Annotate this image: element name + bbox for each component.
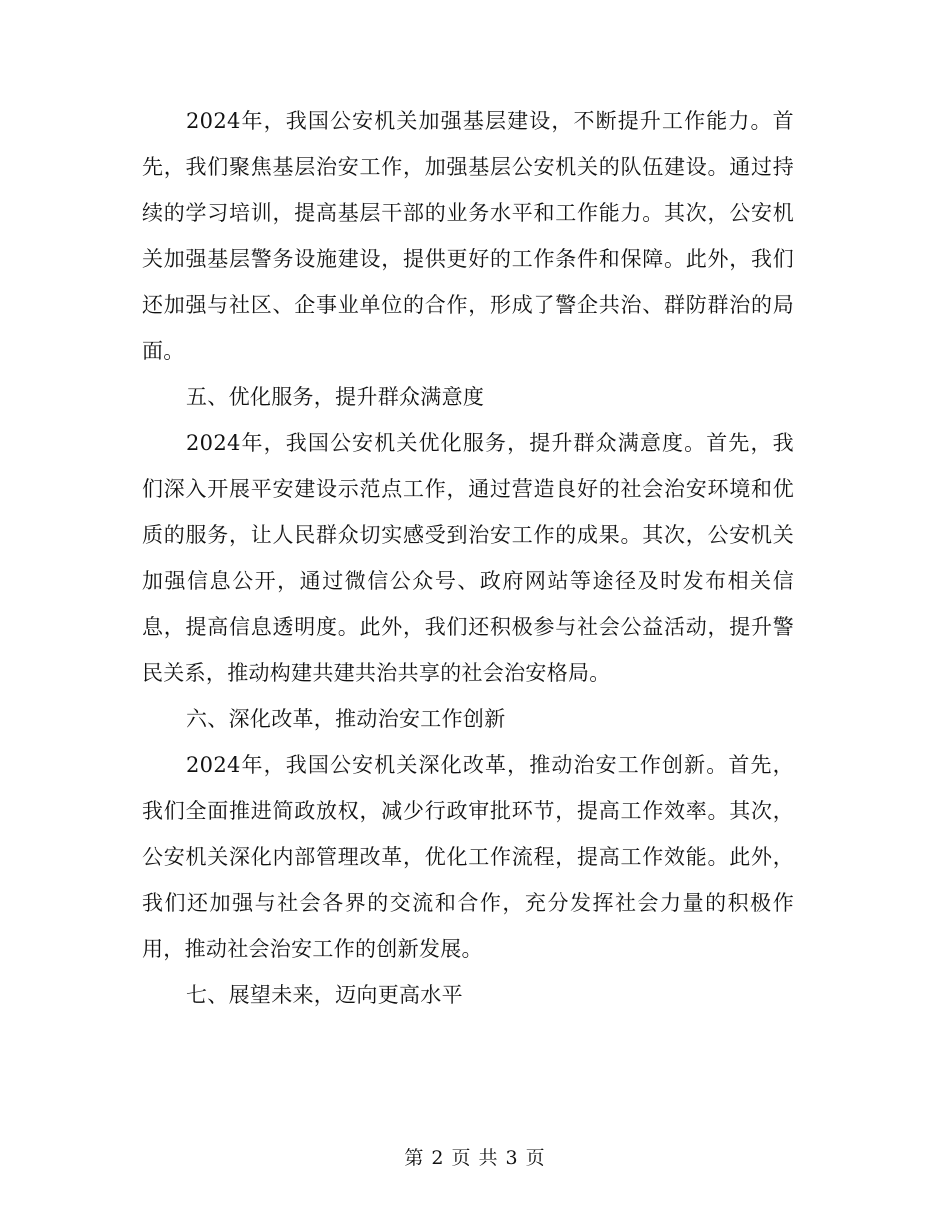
- page-number-footer: 第 2 页 共 3 页: [404, 1147, 546, 1169]
- section-heading-6: 六、深化改革，推动治安工作创新: [186, 707, 506, 731]
- paragraph-deepen-reform: 2024年，我国公安机关深化改革，推动治安工作创新。首先，我们全面推进简政放权，减少行政审批环节，提高工作效率。其次，公安机关深化内部管理改革，优化工作流程，提高工作效能。此外，我们还加强与社会各界的交流和合作，充分发挥社会力量的积极作用，推动社会治安工作的创新发展。: [142, 753, 794, 961]
- document-body: [142, 98, 794, 1018]
- section-heading-7: 七、展望未来，迈向更高水平: [186, 983, 463, 1007]
- section-heading-5: 五、优化服务，提升群众满意度: [186, 385, 485, 409]
- paragraph-grassroots-construction: 2024年，我国公安机关加强基层建设，不断提升工作能力。首先，我们聚焦基层治安工作，加强基层公安机关的队伍建设。通过持续的学习培训，提高基层干部的业务水平和工作能力。其次，公安机关加强基层警务设施建设，提供更好的工作条件和保障。此外，我们还加强与社区、企事业单位的合作，形成了警企共治、群防群治的局面。: [142, 109, 794, 363]
- paragraph-optimize-service: 2024年，我国公安机关优化服务，提升群众满意度。首先，我们深入开展平安建设示范点工作，通过营造良好的社会治安环境和优质的服务，让人民群众切实感受到治安工作的成果。其次，公安机关加强信息公开，通过微信公众号、政府网站等途径及时发布相关信息，提高信息透明度。此外，我们还积极参与社会公益活动，提升警民关系，推动构建共建共治共享的社会治安格局。: [142, 431, 794, 685]
